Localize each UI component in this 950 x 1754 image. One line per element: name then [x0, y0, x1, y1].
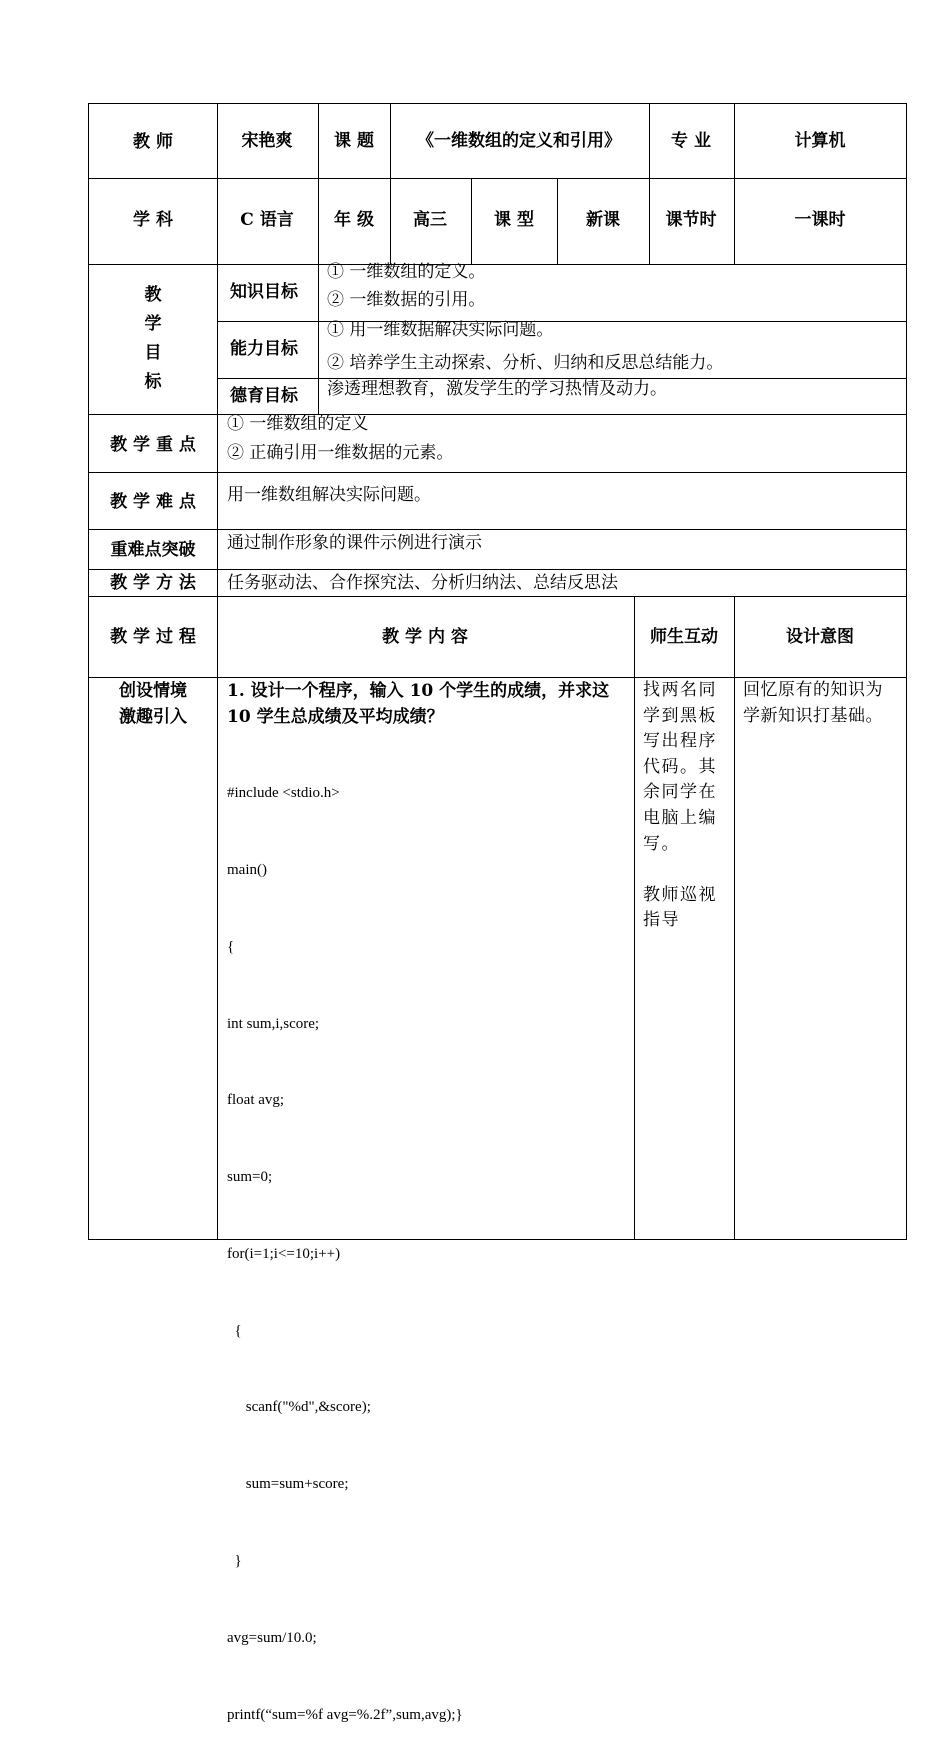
- breakthrough-text: 通过制作形象的课件示例进行演示: [227, 533, 482, 553]
- grade-value: 高三: [413, 210, 447, 230]
- stage1-task-line-1: 1. 设计一个程序，输入 10 个学生的成绩，并求这: [227, 681, 610, 701]
- keypoints-label: 教 学 重 点: [110, 435, 196, 455]
- methods-text: 任务驱动法、合作探究法、分析归纳法、总结反思法: [227, 573, 618, 593]
- interaction-line: 写出程序: [643, 731, 717, 752]
- hours-value: 一课时: [794, 210, 846, 230]
- code-line: main(): [227, 861, 267, 878]
- interaction-line: 写。: [643, 833, 680, 854]
- intent-label: 设计意图: [786, 627, 854, 647]
- code-line: float avg;: [227, 1092, 285, 1109]
- goals-label-char-1: 教: [144, 285, 162, 305]
- methods-label: 教 学 方 法: [110, 573, 196, 593]
- code-line: sum=sum+score;: [227, 1476, 349, 1493]
- stage1-interaction-text: [643, 678, 729, 934]
- interaction-line: 指导: [643, 910, 680, 931]
- topic-title: 《一维数组的定义和引用》: [417, 131, 621, 151]
- code-line: {: [227, 938, 235, 955]
- interaction-line: 找两名同: [643, 680, 717, 700]
- interaction-line: 教师巡视: [643, 884, 717, 905]
- topic-label: 课 题: [334, 131, 374, 151]
- type-value: 新课: [586, 210, 620, 230]
- moral-line-1: 渗透理想教育，激发学生的学习热情及动力。: [327, 379, 667, 399]
- interaction-line: 学到黑板: [643, 705, 717, 726]
- goals-label-char-4: 标: [144, 372, 162, 392]
- process-label: 教 学 过 程: [110, 627, 196, 647]
- keypoints-line-1: ① 一维数组的定义: [227, 414, 369, 434]
- knowledge-line-1: ① 一维数组的定义。: [327, 262, 486, 282]
- code-line: #include <stdio.h>: [227, 785, 340, 802]
- teacher-name: 宋艳爽: [241, 131, 293, 151]
- intent-line: 学新知识打基础。: [743, 705, 883, 726]
- cell-stage1-intent: [734, 677, 907, 1240]
- interaction-line: [643, 857, 729, 883]
- subject-value: C 语言: [240, 210, 294, 230]
- teacher-label: 教 师: [133, 132, 173, 152]
- code-line: {: [227, 1322, 242, 1339]
- type-label: 课 型: [494, 210, 534, 230]
- moral-label: 德育目标: [230, 386, 298, 406]
- code-line: for(i=1;i<=10;i++): [227, 1245, 341, 1262]
- knowledge-label: 知识目标: [230, 282, 298, 302]
- goals-label-char-2: 学: [144, 314, 162, 334]
- content-label: 教 学 内 容: [382, 627, 468, 647]
- stage1-code-block: [227, 730, 627, 1754]
- difficulties-text: 用一维数组解决实际问题。: [227, 485, 431, 505]
- ability-line-1: ① 用一维数据解决实际问题。: [327, 320, 554, 340]
- code-line: sum=0;: [227, 1169, 273, 1186]
- stage1-name-line-2: 激趣引入: [119, 707, 187, 727]
- difficulties-label: 教 学 难 点: [110, 492, 196, 512]
- cell-stage1-name: [88, 677, 217, 1240]
- breakthrough-label: 重难点突破: [110, 540, 196, 560]
- stage1-name-line-1: 创设情境: [119, 681, 187, 701]
- goals-label-char-3: 目: [144, 343, 162, 363]
- ability-label: 能力目标: [230, 339, 298, 359]
- code-line: printf(“sum=%f avg=%.2f”,sum,avg);}: [227, 1706, 463, 1723]
- code-line: avg=sum/10.0;: [227, 1629, 317, 1646]
- grade-label: 年 级: [334, 210, 374, 230]
- intent-line: 回忆原有的知识为: [743, 680, 883, 700]
- stage1-intent-text: [743, 678, 903, 729]
- subject-label: 学 科: [133, 210, 173, 230]
- interaction-line: 代码。其: [643, 756, 717, 777]
- keypoints-line-2: ② 正确引用一维数据的元素。: [227, 443, 454, 463]
- interaction-label: 师生互动: [650, 627, 718, 647]
- code-line: scanf("%d",&score);: [227, 1399, 371, 1416]
- ability-line-2: ② 培养学生主动探索、分析、归纳和反思总结能力。: [327, 353, 724, 373]
- hours-label: 课节时: [665, 210, 717, 230]
- major-label: 专 业: [671, 131, 711, 151]
- interaction-line: 余同学在: [643, 782, 717, 803]
- code-line: }: [227, 1553, 242, 1569]
- interaction-line: 电脑上编: [643, 807, 717, 828]
- code-line: int sum,i,score;: [227, 1015, 320, 1032]
- major-value: 计算机: [794, 131, 846, 151]
- knowledge-line-2: ② 一维数据的引用。: [327, 290, 486, 310]
- stage1-task-line-2: 10 学生总成绩及平均成绩？: [227, 707, 444, 727]
